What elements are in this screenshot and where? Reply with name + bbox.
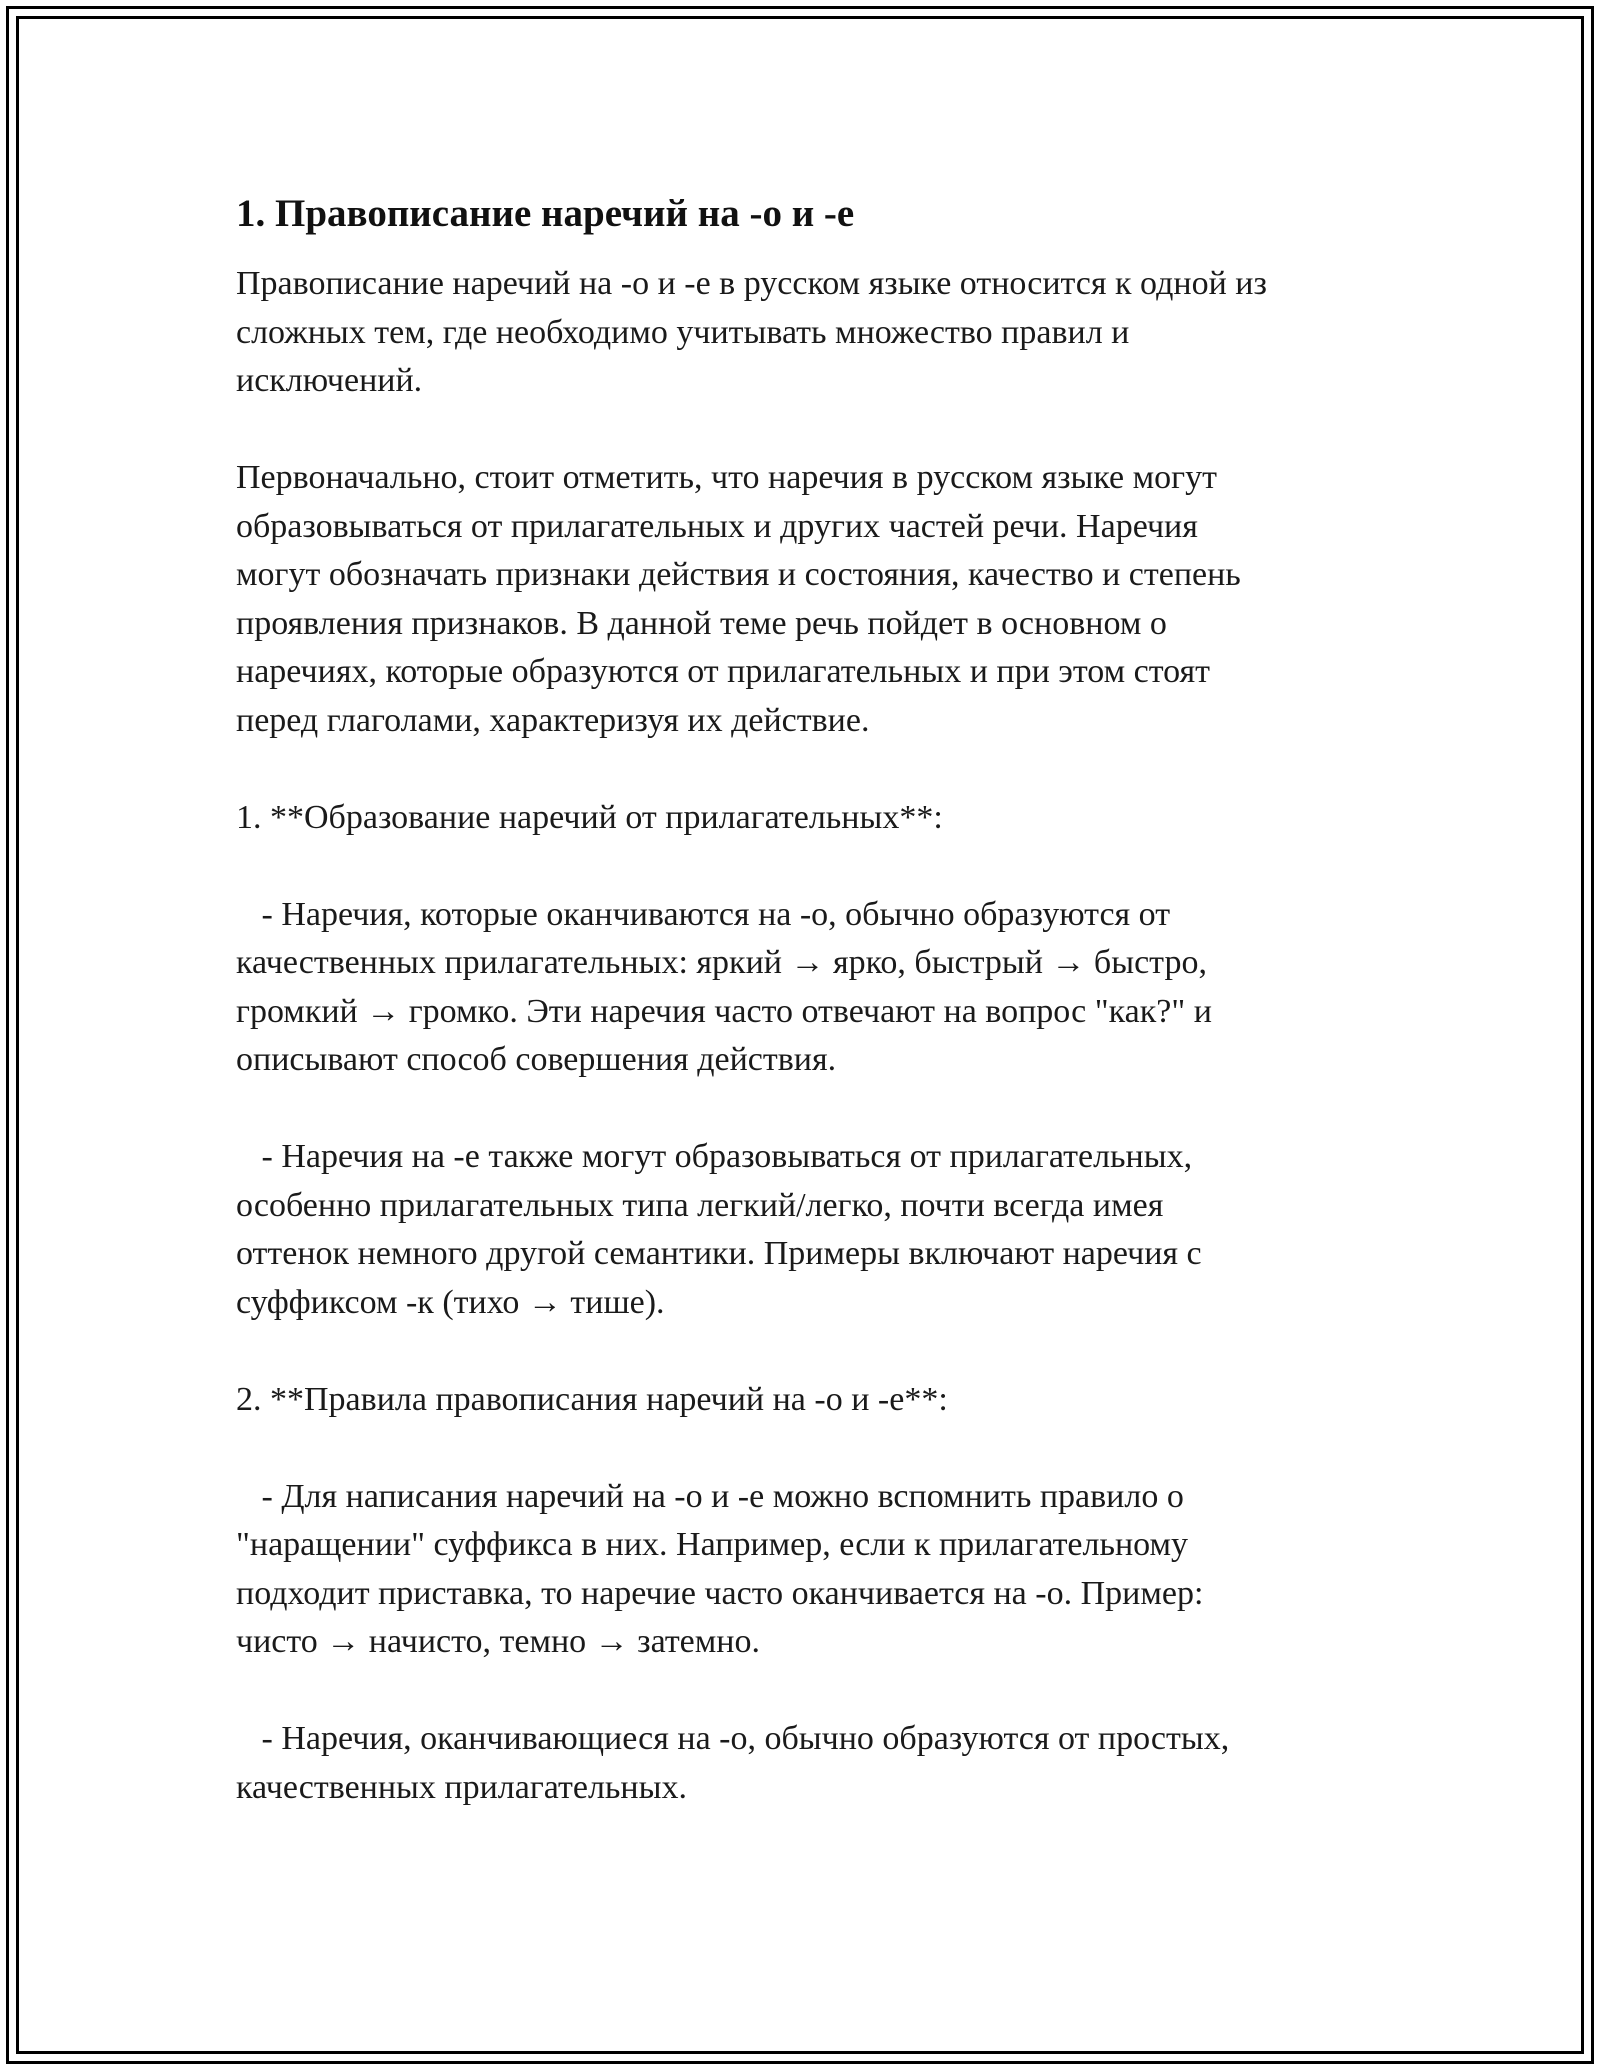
document-body: Правописание наречий на -о и -е в русском языке относится к одной из сложных тем, где необходимо учитывать множество правил и исключений. Первоначально, стоит отметить, что наречия в русском языке могут образовываться от прилагательных и других частей речи. Наречия могут обозначать признаки действия и состояния, качество и степень проявления признаков. В данной теме речь пойдет в основном о наречиях, которые образуются от прилагательных и при этом стоят перед глаголами, характеризуя их действие. 1. **Образование наречий от прилагательных**: - Наречия, которые оканчиваются на -о, обычно образуются от качественных прилагательных: яркий → ярко, быстрый → быстро, громкий → громко. Эти наречия часто отвечают на вопрос "как?" и описывают способ совершения действия. - Наречия на -е также могут образовываться от прилагательных, особенно прилагательных типа легкий/легко, почти всегда имея оттенок немного другой семантики. Примеры включают наречия с суффиксом -к (тихо → тише). 2. **Правила правописания наречий на -о и -е**: - Для написания наречий на -о и -е можно вспомнить правило о "наращении" суффикса в них. Например, если к прилагательному подходит приставка, то наречие часто оканчивается на -о. Пример: чисто → начисто, темно → затемно. - Наречия, оканчивающиеся на -о, обычно образуются от простых, качественных прилагательных. xyxy=(236,265,1267,1806)
document-page xyxy=(236,188,1386,1812)
document-heading: 1. Правописание наречий на -о и -е xyxy=(236,192,855,235)
